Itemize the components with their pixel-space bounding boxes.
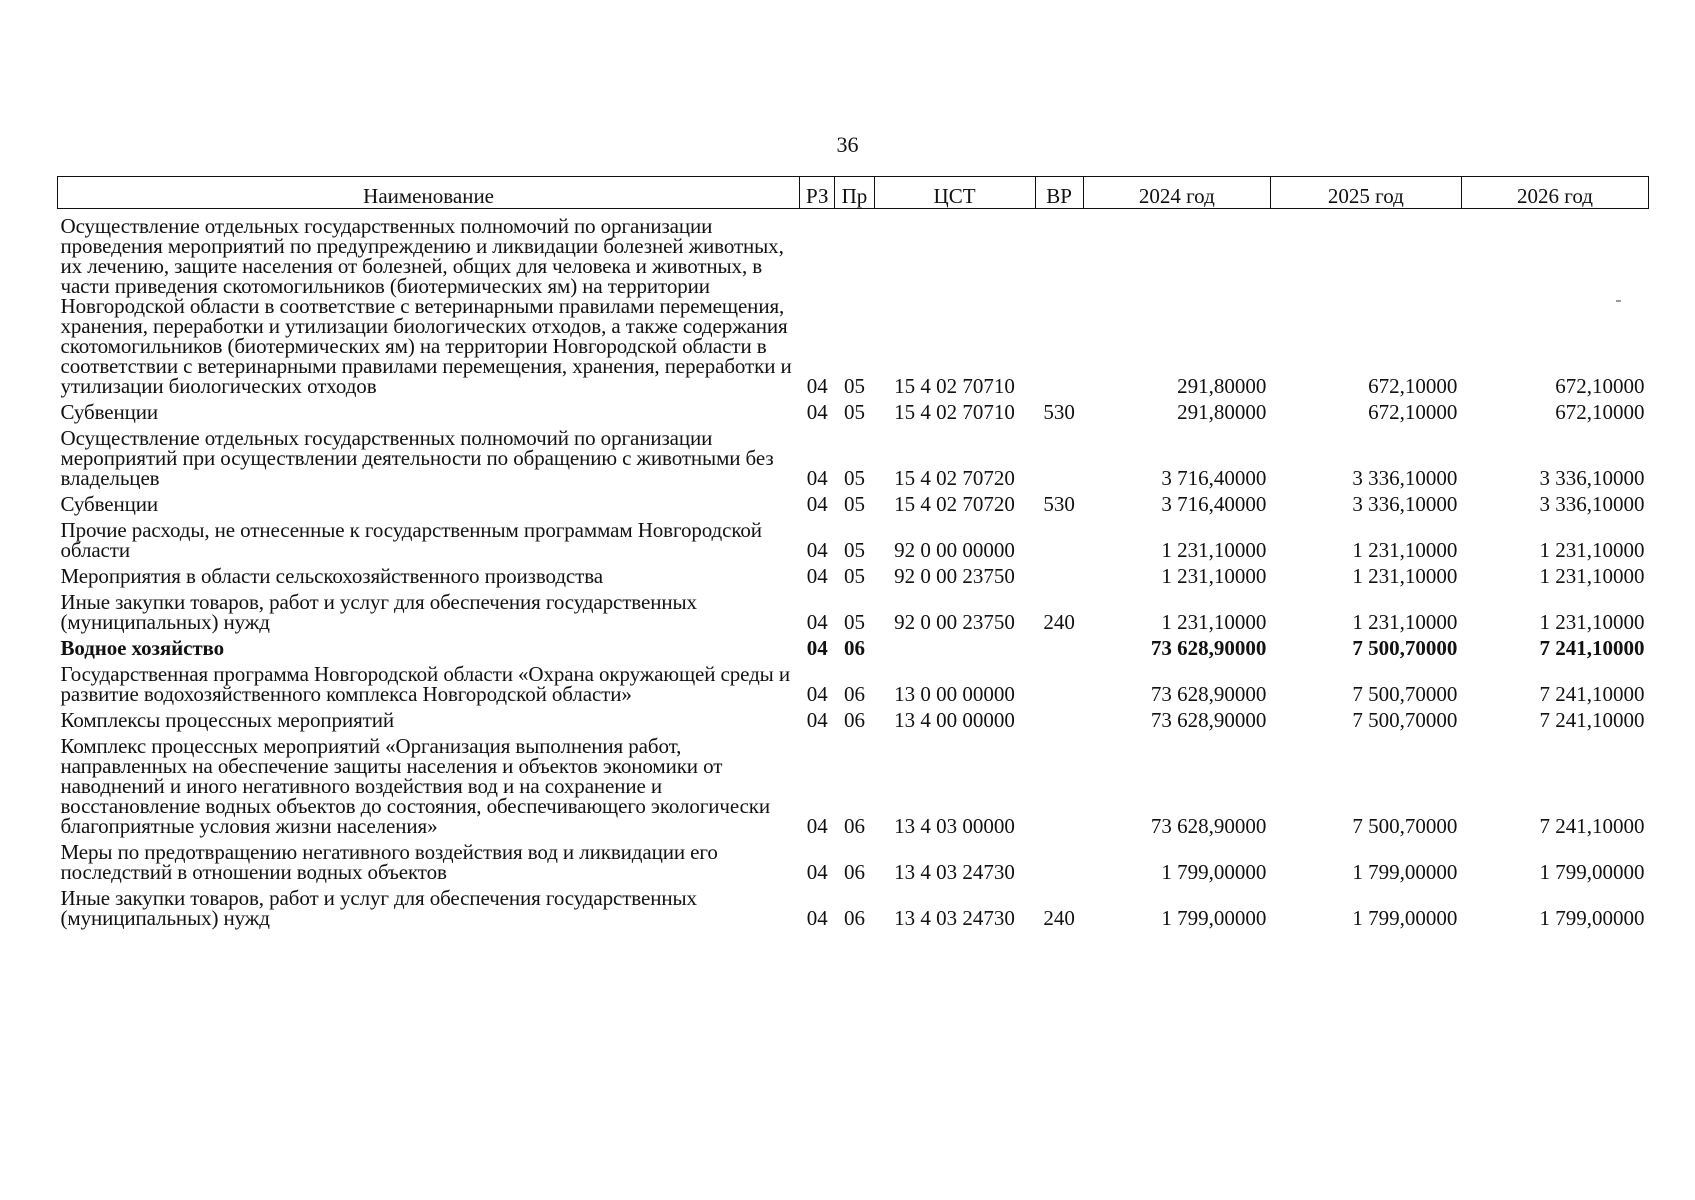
row-2024: 3 716,40000	[1161, 492, 1267, 516]
row-2026: 7 241,10000	[1539, 636, 1645, 660]
row-pr: 05	[843, 492, 865, 516]
row-cst: 15 4 02 70710	[894, 400, 1015, 424]
row-2025: 7 500,70000	[1352, 708, 1458, 732]
budget-table	[57, 176, 1649, 930]
row-cst: 15 4 02 70720	[894, 492, 1015, 516]
row-vr	[1035, 516, 1083, 562]
table-row	[58, 562, 1649, 588]
row-rz: 04	[806, 814, 828, 838]
row-pr: 05	[843, 400, 865, 424]
row-rz: 04	[806, 906, 828, 930]
row-name: Мероприятия в области сельскохозяйственного производства	[60, 564, 603, 588]
row-rz: 04	[806, 492, 828, 516]
table-row	[58, 424, 1649, 490]
row-pr: 05	[843, 564, 865, 588]
row-2025: 672,10000	[1368, 400, 1458, 424]
row-2024: 73 628,90000	[1150, 682, 1267, 706]
row-2025: 7 500,70000	[1352, 636, 1458, 660]
row-2024: 1 799,00000	[1161, 906, 1267, 930]
row-cst: 15 4 02 70710	[894, 374, 1015, 398]
row-2025: 1 231,10000	[1352, 564, 1458, 588]
row-vr	[1035, 562, 1083, 588]
row-2025: 3 336,10000	[1352, 466, 1458, 490]
row-name: Субвенции	[60, 400, 159, 424]
row-rz: 04	[806, 564, 828, 588]
header-2026: 2026 год	[1461, 177, 1648, 209]
row-2026: 3 336,10000	[1539, 466, 1645, 490]
row-2026: 1 799,00000	[1539, 860, 1645, 884]
header-2024: 2024 год	[1083, 177, 1270, 209]
row-rz: 04	[806, 708, 828, 732]
row-name: Иные закупки товаров, работ и услуг для обеспечения государственных (муниципальных) нужд	[60, 886, 697, 930]
row-2026: 672,10000	[1555, 400, 1645, 424]
row-name: Меры по предотвращению негативного воздействия вод и ликвидации его последствий в отношении водных объектов	[60, 840, 718, 884]
table-row	[58, 706, 1649, 732]
row-name: Субвенции	[60, 492, 159, 516]
row-2026: 7 241,10000	[1539, 682, 1645, 706]
row-2026: 1 231,10000	[1539, 538, 1645, 562]
table-row	[58, 838, 1649, 884]
row-2026: 1 231,10000	[1539, 564, 1645, 588]
row-pr: 06	[843, 682, 865, 706]
row-vr	[1035, 209, 1083, 399]
row-vr	[1035, 706, 1083, 732]
row-pr: 06	[843, 708, 865, 732]
table-row	[58, 516, 1649, 562]
row-2025: 1 799,00000	[1352, 906, 1458, 930]
row-pr: 06	[843, 636, 865, 660]
table-row	[58, 588, 1649, 634]
row-cst: 15 4 02 70720	[894, 466, 1015, 490]
row-2026: 1 799,00000	[1539, 906, 1645, 930]
row-2024: 73 628,90000	[1150, 636, 1267, 660]
header-2025: 2025 год	[1270, 177, 1461, 209]
row-cst: 92 0 00 23750	[894, 564, 1015, 588]
row-cst	[874, 634, 1035, 660]
header-rz: РЗ	[800, 177, 835, 209]
page-number: 36	[836, 132, 859, 157]
row-rz: 04	[806, 466, 828, 490]
row-rz: 04	[806, 374, 828, 398]
row-name: Комплексы процессных мероприятий	[60, 708, 395, 732]
row-2025: 1 231,10000	[1352, 538, 1458, 562]
row-pr: 06	[843, 814, 865, 838]
row-vr	[1035, 660, 1083, 706]
table-header-row	[58, 177, 1649, 209]
row-2024: 291,80000	[1177, 400, 1267, 424]
row-2025: 3 336,10000	[1352, 492, 1458, 516]
table-row	[58, 490, 1649, 516]
row-vr	[1035, 732, 1083, 838]
row-2026: 7 241,10000	[1539, 708, 1645, 732]
row-2025: 7 500,70000	[1352, 814, 1458, 838]
table-row	[58, 660, 1649, 706]
row-pr: 05	[843, 374, 865, 398]
row-2024: 3 716,40000	[1161, 466, 1267, 490]
row-pr: 05	[843, 538, 865, 562]
row-2025: 7 500,70000	[1352, 682, 1458, 706]
row-vr	[1035, 634, 1083, 660]
header-vr: ВР	[1035, 177, 1083, 209]
scan-speck	[1616, 300, 1621, 302]
row-2025: 1 231,10000	[1352, 610, 1458, 634]
row-vr	[1035, 838, 1083, 884]
row-vr	[1035, 424, 1083, 490]
table-row	[58, 732, 1649, 838]
row-2026: 672,10000	[1555, 374, 1645, 398]
row-name: Прочие расходы, не отнесенные к государственным программам Новгородской области	[60, 518, 762, 562]
row-pr: 05	[843, 466, 865, 490]
row-rz: 04	[806, 610, 828, 634]
row-pr: 06	[843, 860, 865, 884]
row-2024: 1 799,00000	[1161, 860, 1267, 884]
row-cst: 13 0 00 00000	[894, 682, 1015, 706]
header-cst: ЦСТ	[874, 177, 1035, 209]
row-2026: 3 336,10000	[1539, 492, 1645, 516]
row-vr: 240	[1043, 906, 1075, 930]
row-vr: 240	[1043, 610, 1075, 634]
row-vr: 530	[1043, 400, 1075, 424]
row-rz: 04	[806, 400, 828, 424]
row-rz: 04	[806, 538, 828, 562]
row-name: Иные закупки товаров, работ и услуг для обеспечения государственных (муниципальных) нужд	[60, 590, 697, 634]
row-2024: 1 231,10000	[1161, 538, 1267, 562]
row-cst: 13 4 03 24730	[894, 860, 1015, 884]
row-cst: 92 0 00 00000	[894, 538, 1015, 562]
header-pr: Пр	[835, 177, 874, 209]
row-2026: 7 241,10000	[1539, 814, 1645, 838]
row-name: Государственная программа Новгородской области «Охрана окружающей среды и развитие водохозяйственного комплекса Новгородской области»	[60, 662, 790, 706]
table-row	[58, 884, 1649, 930]
row-name: Водное хозяйство	[60, 636, 225, 660]
row-vr: 530	[1043, 492, 1075, 516]
row-name: Осуществление отдельных государственных полномочий по организации мероприятий при осуществлении деятельности по обращению с животными без владельцев	[60, 426, 774, 490]
row-name: Комплекс процессных мероприятий «Организация выполнения работ, направленных на обеспечение защиты населения и объектов экономики от наводнений и иного негативного воздействия вод и на сохранение и восстановление водных объектов до состояния, обеспечивающего экологически благоприятные условия жизни населения»	[60, 734, 771, 838]
row-rz: 04	[806, 682, 828, 706]
row-rz: 04	[806, 860, 828, 884]
row-2024: 1 231,10000	[1161, 610, 1267, 634]
row-2026: 1 231,10000	[1539, 610, 1645, 634]
row-rz: 04	[806, 636, 828, 660]
table-body	[58, 209, 1649, 931]
row-2024: 73 628,90000	[1150, 814, 1267, 838]
row-name: Осуществление отдельных государственных полномочий по организации проведения мероприятий по предупреждению и ликвидации болезней животных, их лечению, защите населения от болезней, общих для человека и животных, в части приведения скотомогильников (биотермических ям) на территории Новгородской области в соответствие с ветеринарными правилами перемещения, хранения, переработки и утилизации биологических отходов, а также содержания скотомогильников (биотермических ям) на территории Новгородской области в соответствии с ветеринарными правилами перемещения, хранения, переработки и утилизации биологических отходов	[60, 214, 792, 398]
row-cst: 13 4 03 00000	[894, 814, 1015, 838]
row-pr: 05	[843, 610, 865, 634]
row-2025: 1 799,00000	[1352, 860, 1458, 884]
row-2025: 672,10000	[1368, 374, 1458, 398]
header-name: Наименование	[58, 177, 800, 209]
row-cst: 13 4 03 24730	[894, 906, 1015, 930]
row-pr: 06	[843, 906, 865, 930]
table-row	[58, 209, 1649, 399]
row-2024: 1 231,10000	[1161, 564, 1267, 588]
row-cst: 13 4 00 00000	[894, 708, 1015, 732]
row-2024: 73 628,90000	[1150, 708, 1267, 732]
row-cst: 92 0 00 23750	[894, 610, 1015, 634]
row-2024: 291,80000	[1177, 374, 1267, 398]
table-row-section-water	[58, 634, 1649, 660]
table-row	[58, 398, 1649, 424]
